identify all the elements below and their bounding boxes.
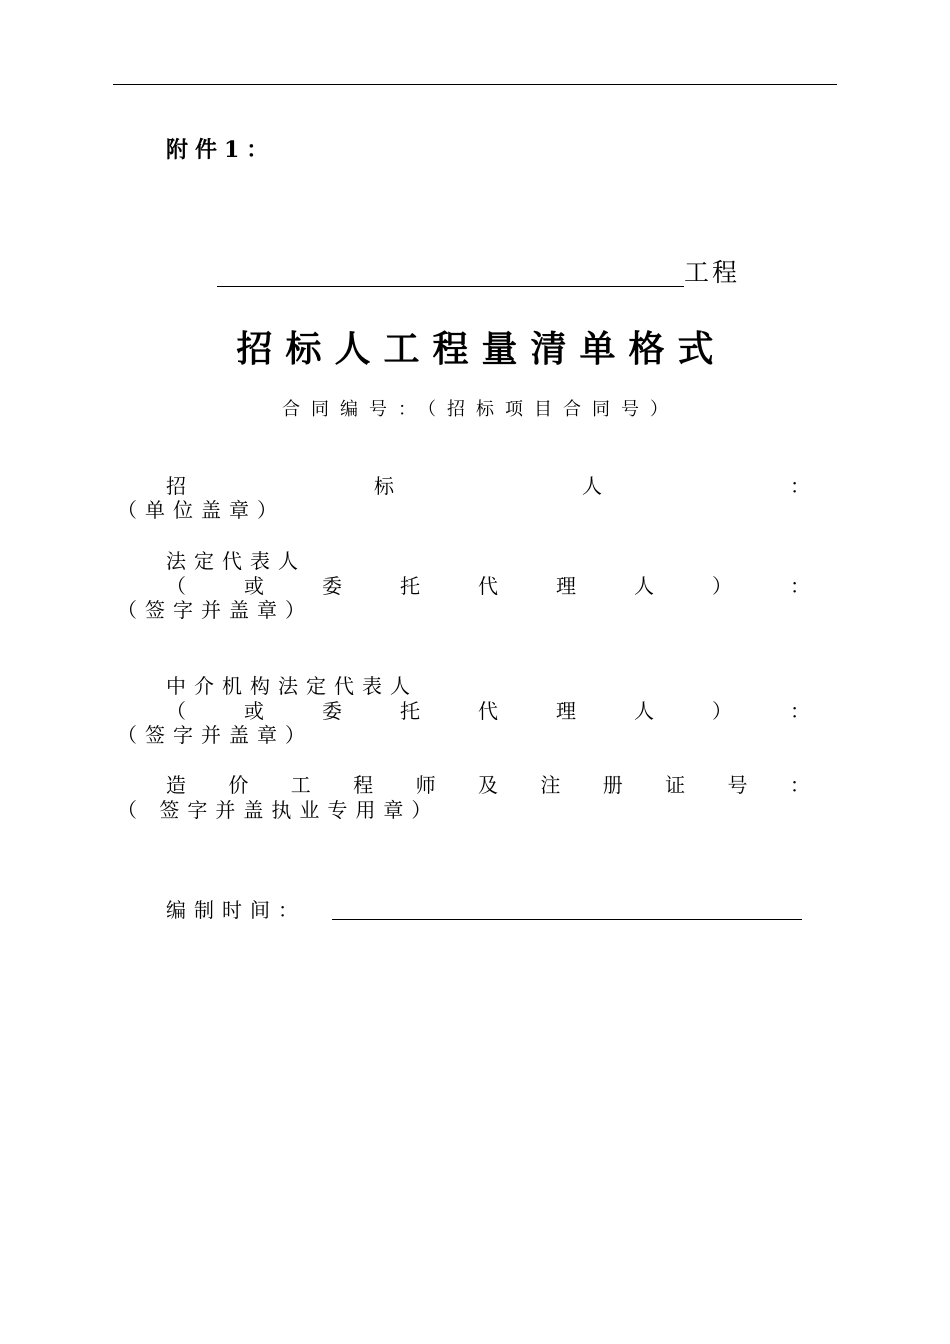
- cost-engineer-char: 及: [477, 773, 498, 797]
- compile-date-label: 编制时间：: [166, 898, 306, 922]
- cost-engineer-char: 造: [166, 773, 186, 797]
- agency-rep-char: ：: [790, 699, 810, 723]
- legal-rep-char: 代: [478, 574, 498, 598]
- page-title: 招标人工程量清单格式: [236, 328, 727, 370]
- agency-rep-char: 代: [478, 699, 498, 723]
- tenderer-line: [166, 473, 810, 499]
- contract-number: 合同编号：（招标项目合同号）: [282, 399, 679, 420]
- legal-rep-char: （: [166, 574, 186, 598]
- compile-date-blank: [332, 919, 802, 920]
- attachment-label: 附件1：: [166, 137, 276, 163]
- legal-rep-char: 理: [556, 574, 576, 598]
- legal-rep-line: [166, 573, 810, 599]
- tenderer-char: 招: [166, 474, 186, 498]
- legal-rep-label: 法定代表人: [166, 549, 306, 573]
- cost-engineer-char: 注: [540, 773, 561, 797]
- agency-rep-char: 或: [244, 699, 264, 723]
- legal-rep-char: 或: [244, 574, 264, 598]
- cost-engineer-char: 工: [290, 773, 311, 797]
- tenderer-note: （单位盖章）: [117, 498, 285, 522]
- tenderer-char: ：: [790, 474, 810, 498]
- legal-rep-char: 托: [400, 574, 420, 598]
- agency-rep-line: [166, 698, 810, 724]
- tenderer-char: 人: [582, 474, 602, 498]
- cost-engineer-line: [166, 772, 810, 798]
- agency-rep-char: ）: [712, 699, 732, 723]
- legal-rep-char: 人: [634, 574, 654, 598]
- agency-rep-char: （: [166, 699, 186, 723]
- cost-engineer-char: 证: [665, 773, 686, 797]
- legal-rep-char: ）: [712, 574, 732, 598]
- cost-engineer-char: 价: [228, 773, 249, 797]
- project-name-blank: [217, 286, 684, 287]
- cost-engineer-char: 号: [727, 773, 748, 797]
- agency-rep-char: 人: [634, 699, 654, 723]
- agency-rep-char: 理: [556, 699, 576, 723]
- cost-engineer-char: ：: [789, 773, 810, 797]
- agency-rep-char: 托: [400, 699, 420, 723]
- legal-rep-char: 委: [322, 574, 342, 598]
- cost-engineer-char: 册: [602, 773, 623, 797]
- project-suffix: 工程: [684, 258, 741, 287]
- cost-engineer-char: 程: [353, 773, 374, 797]
- legal-rep-char: ：: [790, 574, 810, 598]
- cost-engineer-note: （ 签字并盖执业专用章）: [117, 798, 440, 822]
- agency-rep-char: 委: [322, 699, 342, 723]
- header-rule: [113, 84, 837, 85]
- tenderer-char: 标: [374, 474, 394, 498]
- agency-rep-note: （签字并盖章）: [117, 723, 313, 747]
- cost-engineer-char: 师: [415, 773, 436, 797]
- compile-date-line: [166, 896, 806, 924]
- legal-rep-note: （签字并盖章）: [117, 598, 313, 622]
- project-name-line: [217, 256, 747, 290]
- agency-rep-label: 中介机构法定代表人: [166, 674, 418, 698]
